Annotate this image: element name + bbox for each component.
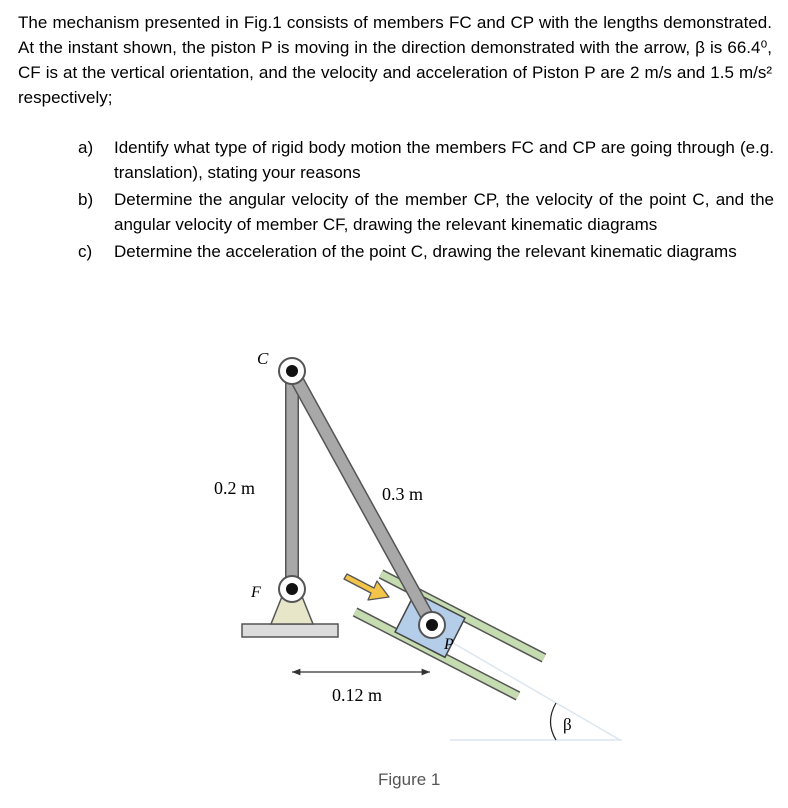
question-a [78,135,774,185]
mechanism-figure [0,340,788,808]
length-fc-label: 0.2 m [214,478,256,498]
question-list [78,135,774,266]
angle-arc [551,703,557,740]
joint-f-pin [286,583,298,595]
question-marker: a) [78,138,94,157]
joint-p-pin [426,619,438,631]
ground-base [242,624,338,637]
joint-c-pin [286,365,298,377]
figure-caption: Figure 1 [378,770,441,789]
question-marker: b) [78,190,94,209]
offset-label: 0.12 m [332,685,383,705]
point-f-label: F [251,584,261,601]
question-marker: c) [78,242,93,261]
question-c [78,239,774,264]
question-text: Determine the angular velocity of the member CP, the velocity of the point C, and the angular velocity of member CF, drawing the relevant kinematic diagrams [114,190,774,234]
question-text: Identify what type of rigid body motion the members FC and CP are going through (e.g. translation), stating your reasons [114,138,774,182]
piston-label: P [444,636,454,653]
problem-intro: The mechanism presented in Fig.1 consists of members FC and CP with the lengths demonstrated. At the instant shown, the piston P is moving in the direction demonstrated with the arrow, β is 66.4⁰, CF is at the vertical orientation, and the velocity and acceleration of Piston P are 2 m/s and 1.5 m/s² respectively; [18,13,772,107]
question-b [78,187,774,237]
joint-c [279,358,305,384]
length-cp-label: 0.3 m [382,484,424,504]
joint-p [419,612,445,638]
question-text: Determine the acceleration of the point C, drawing the relevant kinematic diagrams [114,242,737,261]
angle-beta-label: β [563,715,572,734]
joint-f [279,576,305,602]
point-c-label: C [257,349,269,368]
